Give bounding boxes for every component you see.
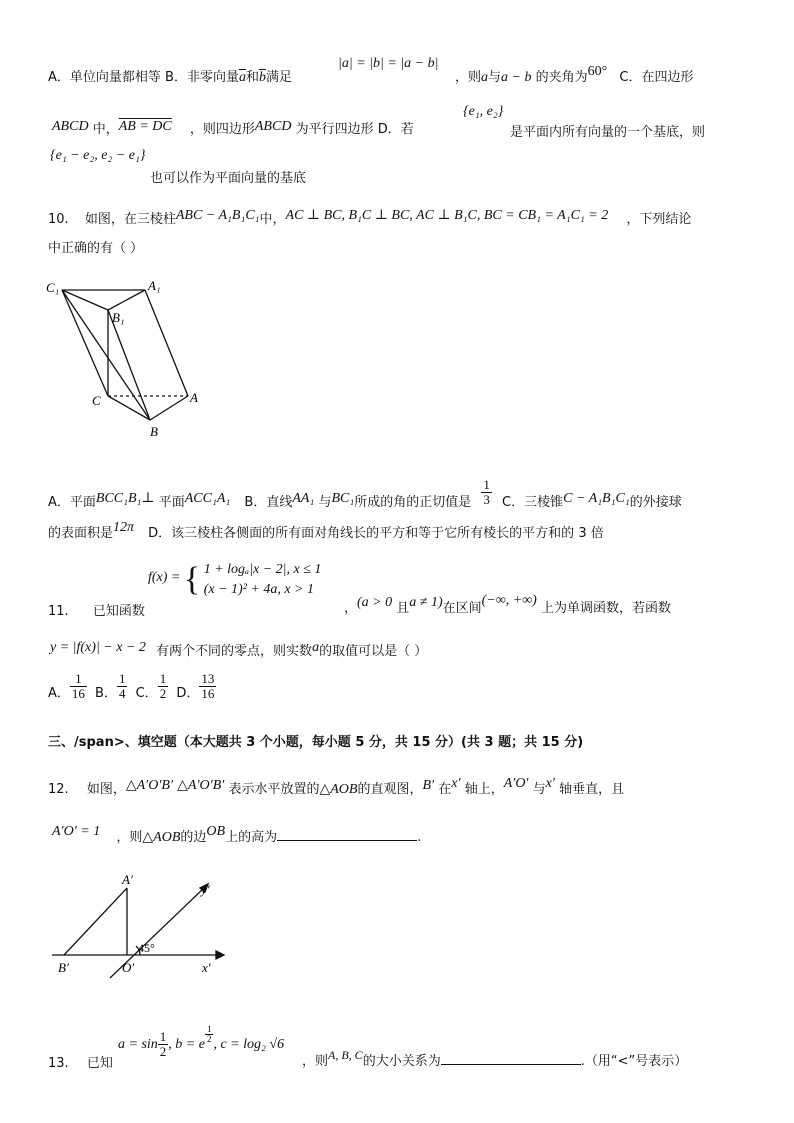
def-b: , b = e [168, 1037, 205, 1052]
text-yu-3: 与 [532, 782, 546, 797]
label-45: 45° [138, 941, 155, 955]
option-fraction [158, 672, 169, 701]
text-then-4: ，则 [302, 1054, 329, 1069]
q13-intro: 已知 [86, 1056, 113, 1071]
oblique-figure [44, 868, 234, 983]
q11-piecewise [148, 560, 321, 600]
frac-num: 1 [118, 671, 126, 686]
label-x-prime: x′ [202, 960, 211, 975]
edge-b1-a1 [108, 290, 145, 310]
text-then: ，则 [455, 70, 482, 85]
option-label: B． [95, 686, 117, 701]
option-label: D． [176, 686, 200, 701]
vector-b: $\overline{b}$ [258, 70, 266, 85]
segment-ao: A′O′ [503, 776, 529, 791]
q9-new-basis: {e₁ − e₂, e₂ − e₁} [50, 148, 146, 163]
text-axis-on: 轴上， [464, 782, 504, 797]
q13-stem [48, 1052, 113, 1071]
option-fraction [117, 672, 128, 701]
vars-abc: A, B, C [328, 1048, 363, 1062]
quad-abcd-2: ABCD [254, 119, 292, 134]
frac-num: 13 [201, 671, 215, 686]
q11-option-c [136, 672, 169, 701]
q12-stem-line2 [52, 826, 421, 846]
line-aa1: AA₁ [292, 491, 315, 506]
frac-den: 3 [483, 492, 490, 507]
angle-60: 60° [587, 64, 608, 79]
q10-number: 10. [48, 212, 69, 227]
q10-after: ，下列结论 [626, 212, 692, 227]
label-y-prime: y′ [201, 882, 210, 897]
q10-intro: 如图，在三棱柱 [84, 212, 176, 227]
option-label: A． [48, 686, 70, 701]
cond-ao-1: A′O′ = 1 [52, 824, 101, 839]
text-then-3: ，则 [116, 830, 143, 845]
case-1: 1 + logₐ|x − 2|, x ≤ 1 [203, 562, 322, 577]
triangle-2: △A′O′B′ [177, 778, 225, 793]
q10-option-b-label: B．直线 [244, 495, 293, 510]
frac-num: 1 [483, 477, 490, 492]
q10-condition: AC ⊥ BC, B₁C ⊥ BC, AC ⊥ B₁C, BC = CB₁ = A₁C₁ = 2 [285, 208, 609, 223]
period: . [417, 830, 422, 845]
frac-num: 1 [159, 1029, 167, 1044]
q11-end: 的取值可以是（ ） [319, 644, 428, 659]
option-fraction [199, 672, 216, 701]
q11-option-a [48, 672, 87, 701]
vector-a-minus-b: a − b [501, 70, 532, 85]
section-heading: 三、/span>、填空题（本大题共 3 个小题，每小题 5 分，共 15 分）(共 3 题；共 15 分) [48, 735, 584, 750]
edge-c-b [108, 396, 150, 420]
q10-stem [48, 208, 691, 228]
text-he: 和 [245, 70, 259, 85]
q10-option-c-label: C．三棱锥 [502, 495, 564, 510]
q12-number: 12. [48, 782, 69, 797]
x-arrow-icon [216, 951, 224, 959]
q11-stem-tail [344, 593, 671, 617]
q11-options [48, 672, 216, 701]
text-satisfy: 满足 [265, 70, 292, 85]
text-perp: 轴垂直，且 [559, 782, 625, 797]
label-b-prime: B′ [58, 960, 69, 975]
cases-block [204, 560, 322, 600]
q11-mid: 有两个不同的零点，则实数 [156, 644, 313, 659]
vector-a: $\overline{a}$ [238, 70, 246, 85]
text-yu-2: 与 [318, 495, 332, 510]
text-height: 上的高为 [225, 830, 278, 845]
q9-line2 [52, 118, 414, 138]
text-zhong-2: 中， [259, 212, 286, 227]
text-zhong: 中， [92, 122, 119, 137]
q13-definitions [118, 1024, 285, 1059]
line-bc1: BC₁ [331, 491, 355, 506]
text-zai: 在 [438, 782, 452, 797]
q9-line3-text: 也可以作为平面向量的基底 [150, 171, 307, 186]
q10-option-a-label: A．平面 [48, 495, 96, 510]
prism-name: ABC − A₁B₁C₁ [175, 208, 260, 223]
frac-den: 2 [206, 1034, 212, 1044]
function-f: f(x) = [148, 570, 181, 585]
answer-blank-12[interactable] [277, 828, 417, 841]
q10-stem-line2: 中正确的有（ ） [48, 241, 144, 256]
text-and: 且 [396, 601, 410, 616]
q9-line1 [48, 66, 292, 86]
q10-option-b-text: 所成的角的正切值是 [354, 495, 472, 510]
segment-b-a [64, 888, 127, 955]
label-b1: B₁ [112, 310, 125, 325]
text-surface-area: 的表面积是 [48, 526, 114, 541]
q9-option-a-text: A．单位向量都相等 B．非零向量 [48, 70, 239, 85]
q9-option-d-text: 为平行四边形 D．若 [295, 122, 414, 137]
vector-a-2: a [481, 70, 489, 85]
def-a: a = sin [118, 1037, 158, 1052]
frac-den: 2 [159, 686, 167, 701]
q11-option-d [176, 672, 216, 701]
cond-a-positive: (a > 0 [357, 595, 393, 610]
pyramid-name: C − A₁B₁C₁ [563, 491, 630, 506]
label-a: A [190, 390, 198, 405]
exponent-half [205, 1025, 214, 1044]
frac-num: 1 [70, 672, 87, 687]
quad-abcd: ABCD [52, 119, 89, 134]
point-bp: B′ [422, 778, 435, 793]
text-intuitive: 的直观图， [357, 782, 423, 797]
q9-option-c-text: C．在四边形 [619, 70, 694, 85]
label-o-prime: O′ [122, 960, 135, 975]
frac-num: 1 [159, 671, 167, 686]
edge-a1-a [145, 290, 188, 396]
triangle-aob: △AOB [319, 782, 358, 797]
option-fraction [70, 672, 87, 701]
text-plane: 平面 [158, 495, 185, 510]
q10-options-cd [48, 522, 604, 542]
label-c1: C₁ [46, 280, 60, 295]
label-c: C [92, 393, 101, 408]
edge-b1-b [108, 310, 150, 420]
answer-blank-13[interactable] [441, 1052, 581, 1065]
text-angle: 的夹角为 [535, 70, 588, 85]
text-horizontal: 表示水平放置的 [228, 782, 320, 797]
triangle-1: △A′O′B′ [125, 778, 174, 793]
axis-xp-2: x′ [545, 776, 555, 791]
function-y: y = |f(x)| − x − 2 [50, 640, 146, 655]
edge-c1-c [62, 290, 108, 396]
q11-stem [48, 600, 145, 619]
q11-intro: 已知函数 [92, 604, 145, 619]
q12-intro: 如图， [86, 782, 126, 797]
def-c: , c = log₂ √6 [213, 1037, 285, 1052]
label-a1: A₁ [148, 278, 161, 293]
prism-figure [40, 270, 220, 445]
text-monotone: 上为单调函数，若函数 [540, 601, 671, 616]
q11-number: 11. [48, 604, 69, 619]
q10-option-d: D．该三棱柱各侧面的所有面对角线长的平方和等于它所有棱长的平方和的 3 倍 [148, 526, 604, 541]
q9-line1-tail [455, 66, 693, 86]
frac-den: 4 [118, 686, 126, 701]
frac-den: 16 [201, 686, 215, 701]
interval-real-line: (−∞, +∞) [481, 593, 537, 608]
text-interval: 在区间 [442, 601, 482, 616]
text-use-lt: .（用“<”号表示） [580, 1054, 688, 1069]
fraction-half [158, 1030, 169, 1059]
label-b: B [150, 424, 158, 439]
frac-den: 2 [159, 1044, 167, 1059]
plane-bcc1b1: BCC₁B₁ [95, 491, 142, 506]
q10-options-ab [48, 477, 682, 517]
edge-b-a [150, 396, 188, 420]
q13-number: 13. [48, 1056, 69, 1071]
q9-line2-tail: 是平面内所有向量的一个基底，则 [510, 125, 706, 140]
comma: ， [344, 601, 358, 616]
q13-stem-tail [302, 1050, 687, 1069]
label-a-prime: A′ [122, 872, 133, 887]
edge-ob: OB [206, 824, 226, 839]
text-edge: 的边 [180, 830, 207, 845]
value-12pi: 12π [113, 520, 135, 535]
q9-condition: |a| = |b| = |a − b| [338, 56, 439, 71]
text-yu: 与 [488, 70, 502, 85]
q12-stem [48, 778, 624, 798]
fraction-one-third [481, 478, 492, 507]
text-circumsphere: 的外接球 [629, 495, 682, 510]
q11-option-b [95, 672, 127, 701]
plane-acc1a1: ACC₁A₁ [184, 491, 231, 506]
text-then-2: ，则四边形 [189, 122, 255, 137]
triangle-aob-2: △AOB [142, 830, 181, 845]
case-2: (x − 1)² + 4a, x > 1 [203, 582, 314, 597]
perp-symbol: ⊥ [141, 491, 155, 506]
vector-equation: AB = DC [118, 119, 172, 134]
frac-den: 16 [71, 686, 85, 701]
var-a: a [312, 640, 320, 655]
q9-basis: {e₁, e₂} [463, 104, 504, 119]
option-label: C． [135, 686, 158, 701]
axis-xp: x′ [451, 776, 461, 791]
cond-a-neq-1: a ≠ 1) [409, 595, 443, 610]
frac-num: 1 [206, 1024, 212, 1034]
left-brace: { [183, 561, 201, 598]
text-order: 的大小关系为 [362, 1054, 441, 1069]
q11-line2 [50, 640, 427, 660]
